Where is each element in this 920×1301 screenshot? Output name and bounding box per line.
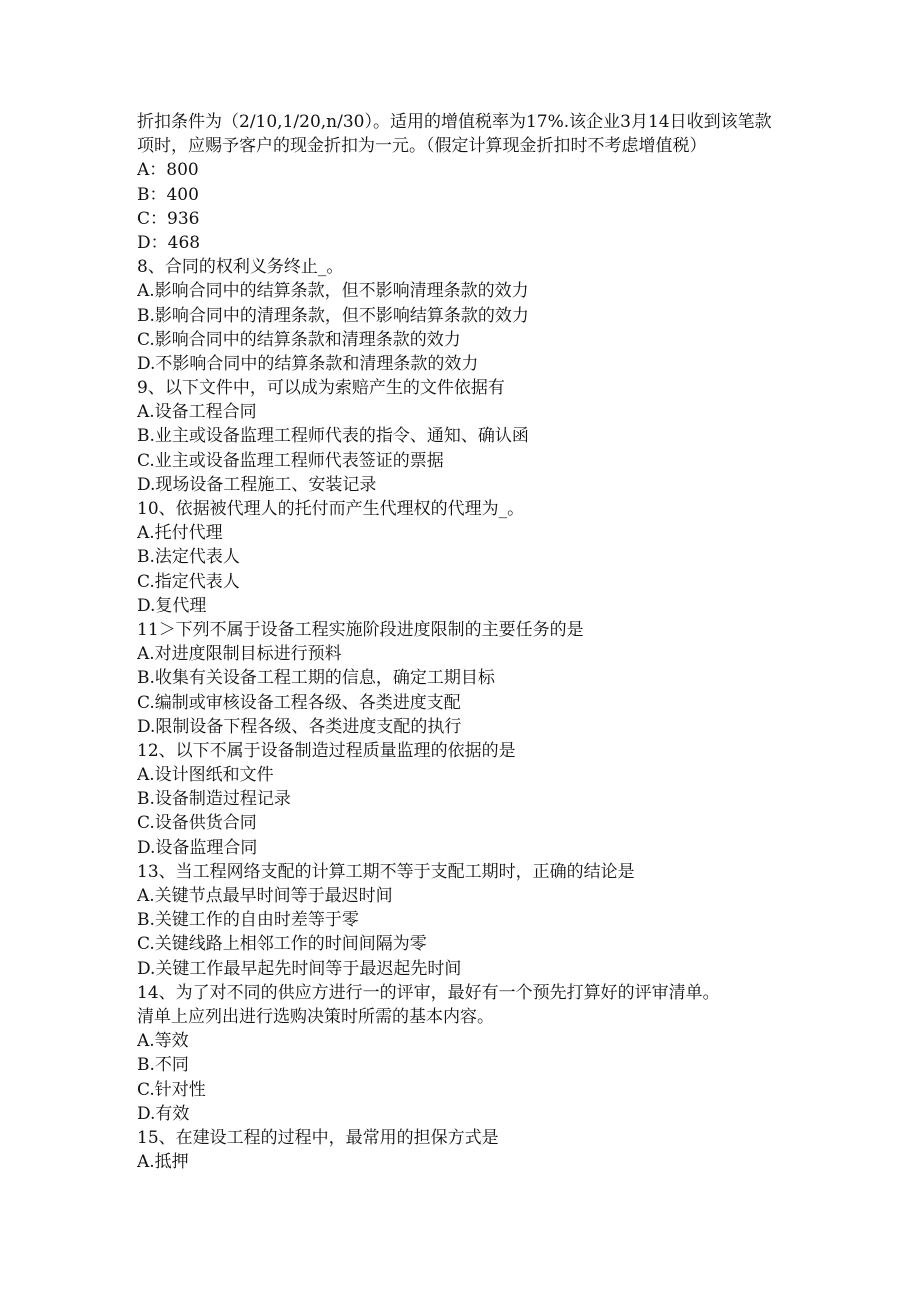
q13-option-d: D.关键工作最早起先时间等于最迟起先时间 — [137, 958, 462, 979]
document-body — [137, 110, 807, 1174]
q10-option-c: C.指定代表人 — [137, 571, 240, 592]
q14-question-line-2: 清单上应列出进行选购决策时所需的基本内容。 — [137, 1006, 494, 1027]
q9-option-b: B.业主或设备监理工程师代表的指令、通知、确认函 — [137, 426, 529, 447]
q10-option-b: B.法定代表人 — [137, 547, 240, 568]
q13-option-c: C.关键线路上相邻工作的时间间隔为零 — [137, 934, 427, 955]
q9-option-c: C.业主或设备监理工程师代表签证的票据 — [137, 450, 444, 471]
q14-option-a: A.等效 — [137, 1031, 189, 1052]
q11-option-d: D.限制设备下程各级、各类进度支配的执行 — [137, 716, 462, 737]
q14-option-c: C.针对性 — [137, 1079, 206, 1100]
q14-option-d: D.有效 — [137, 1103, 190, 1124]
text-line-2: 项时，应赐予客户的现金折扣为一元。（假定计算现金折扣时不考虑增值税） — [137, 136, 707, 157]
q8-option-d: D.不影响合同中的结算条款和清理条款的效力 — [137, 353, 479, 374]
q7-option-c: C：936 — [137, 208, 200, 229]
q15-question: 15、在建设工程的过程中，最常用的担保方式是 — [137, 1127, 499, 1148]
q11-option-c: C.编制或审核设备工程各级、各类进度支配 — [137, 692, 461, 713]
q14-question-line-1: 14、为了对不同的供应方进行一的评审，最好有一个预先打算好的评审清单。 — [137, 982, 720, 1003]
q8-option-c: C.影响合同中的结算条款和清理条款的效力 — [137, 329, 461, 350]
q14-option-b: B.不同 — [137, 1055, 189, 1076]
q8-option-b: B.影响合同中的清理条款，但不影响结算条款的效力 — [137, 305, 529, 326]
q12-option-c: C.设备供货合同 — [137, 813, 257, 834]
q10-option-a: A.托付代理 — [137, 523, 223, 544]
q13-option-b: B.关键工作的自由时差等于零 — [137, 910, 359, 931]
q9-question: 9、以下文件中，可以成为索赔产生的文件依据有 — [137, 378, 505, 399]
q9-option-d: D.现场设备工程施工、安装记录 — [137, 474, 377, 495]
q12-option-a: A.设计图纸和文件 — [137, 765, 274, 786]
q15-option-a: A.抵押 — [137, 1152, 189, 1173]
q13-option-a: A.关键节点最早时间等于最迟时间 — [137, 886, 393, 906]
q11-option-a: A.对进度限制目标进行预料 — [137, 644, 342, 665]
text-line-1: 折扣条件为（2/10,1/20,n/30）。适用的增值税率为17%.该企业3月14日收到该笔款 — [137, 112, 772, 132]
q7-option-b: B：400 — [137, 184, 199, 205]
q7-option-a: A：800 — [137, 160, 199, 181]
q11-option-b: B.收集有关设备工程工期的信息，确定工期目标 — [137, 668, 495, 689]
q13-question: 13、当工程网络支配的计算工期不等于支配工期时，正确的结论是 — [137, 861, 635, 882]
q7-option-d: D：468 — [137, 232, 201, 253]
q12-question: 12、以下不属于设备制造过程质量监理的依据的是 — [137, 740, 516, 761]
q10-question: 10、依据被代理人的托付而产生代理权的代理为_。 — [137, 499, 525, 519]
q11-question: 11＞下列不属于设备工程实施阶段进度限制的主要任务的是 — [137, 619, 584, 640]
q12-option-b: B.设备制造过程记录 — [137, 789, 291, 810]
q10-option-d: D.复代理 — [137, 595, 207, 616]
q12-option-d: D.设备监理合同 — [137, 837, 258, 858]
q8-option-a: A.影响合同中的结算条款，但不影响清理条款的效力 — [137, 281, 529, 302]
q8-question: 8、合同的权利义务终止_。 — [137, 257, 344, 278]
q9-option-a: A.设备工程合同 — [137, 402, 257, 423]
